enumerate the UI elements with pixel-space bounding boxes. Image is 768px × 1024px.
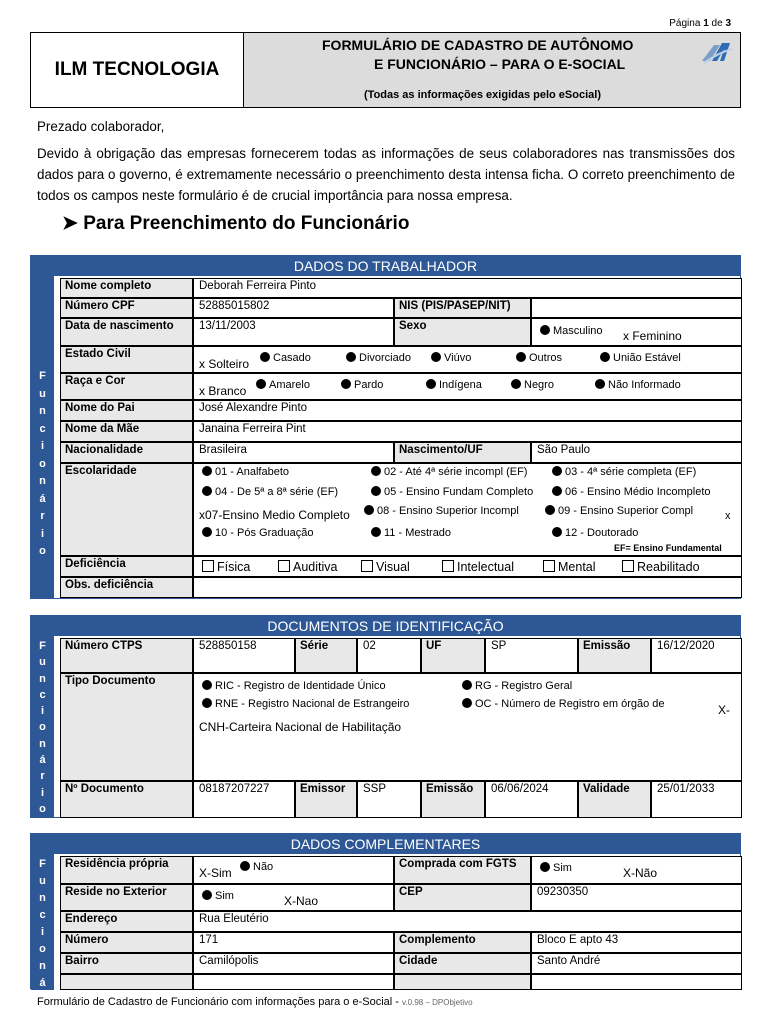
tipo-option-ric[interactable]	[202, 680, 386, 692]
side-label-letter: i	[40, 440, 45, 452]
esc-option-01[interactable]	[202, 466, 289, 478]
pai-label: Nome do Pai	[60, 400, 193, 421]
radio-dot-icon	[371, 486, 381, 496]
side-label-letter: o	[39, 721, 46, 734]
nis-label: NIS (PIS/PASEP/NIT)	[394, 298, 531, 318]
side-label-letter: á	[39, 754, 46, 767]
mae-label: Nome da Mãe	[60, 421, 193, 442]
nome-field[interactable]: Deborah Ferreira Pinto	[193, 278, 742, 298]
side-label-letter: n	[39, 405, 46, 417]
residencia-opt-label: Não	[253, 861, 274, 873]
numero-label: Número	[60, 932, 193, 953]
esc-option-05[interactable]	[371, 486, 533, 498]
checkbox-icon	[361, 560, 373, 572]
raca-option-nao-informado[interactable]	[595, 379, 681, 391]
side-label-letter: F	[39, 858, 46, 870]
side-label-letter: á	[39, 977, 46, 989]
radio-dot-icon	[516, 352, 526, 362]
tipo-documento-label: Tipo Documento	[60, 673, 193, 781]
def-opt-label: Visual	[376, 560, 410, 574]
tipo-opt-label: RIC - Registro de Identidade Único	[215, 680, 386, 692]
radio-dot-icon	[511, 379, 521, 389]
side-label-letter: c	[39, 688, 46, 701]
civil-opt-label: União Estável	[613, 352, 681, 364]
bairro-label: Bairro	[60, 953, 193, 974]
esc-opt-label: 12 - Doutorado	[565, 527, 639, 539]
emissao-label: Emissão	[578, 638, 651, 673]
esc-opt-label: 03 - 4ª série completa (EF)	[565, 466, 697, 478]
serie-field[interactable]: 02	[357, 638, 421, 673]
complementary-panel	[30, 833, 741, 989]
civil-option-outros[interactable]	[516, 352, 562, 364]
escolaridade-field[interactable]	[193, 463, 742, 556]
radio-dot-icon	[364, 505, 374, 515]
cidade-field[interactable]: Santo André	[531, 953, 742, 974]
checkbox-icon	[622, 560, 634, 572]
endereco-field[interactable]: Rua Eleutério	[193, 911, 742, 932]
def-option-reabilitado[interactable]	[622, 560, 700, 574]
def-opt-label: Física	[217, 560, 251, 574]
raca-option-pardo[interactable]	[341, 379, 383, 391]
side-label-letter: c	[39, 909, 46, 921]
def-option-fisica[interactable]	[202, 560, 250, 574]
mae-field[interactable]: Janaina Ferreira Pint	[193, 421, 742, 442]
complemento-field[interactable]: Bloco E apto 43	[531, 932, 742, 953]
def-option-mental[interactable]	[543, 560, 596, 574]
civil-option-divorciado[interactable]	[346, 352, 411, 364]
side-label-letter: r	[40, 770, 45, 783]
page-current: 1	[703, 18, 709, 29]
side-label-letter: n	[39, 475, 46, 487]
numero-documento-label: Nº Documento	[60, 781, 193, 818]
raca-option-amarelo[interactable]	[256, 379, 310, 391]
fgts-field[interactable]	[531, 856, 742, 884]
side-label-letter: n	[39, 737, 46, 750]
side-label-letter: n	[39, 892, 46, 904]
esc-opt-label: 06 - Ensino Médio Incompleto	[565, 486, 711, 498]
esc-option-04[interactable]	[202, 486, 338, 498]
esc-selected[interactable]: x07-Ensino Medio Completo	[199, 508, 350, 522]
page-total: 3	[725, 18, 731, 29]
esc-opt-label: 04 - De 5ª a 8ª série (EF)	[215, 486, 339, 498]
civil-opt-label: Outros	[529, 352, 563, 364]
fgts-option-sim[interactable]	[540, 862, 572, 874]
esc-opt-label: 11 - Mestrado	[384, 527, 452, 539]
exterior-opt-label: Sim	[215, 890, 234, 902]
esc-option-09[interactable]	[545, 505, 693, 517]
side-label-letter: i	[40, 786, 45, 799]
raca-opt-label: Amarelo	[269, 379, 310, 391]
side-label-letter: á	[39, 492, 46, 505]
def-option-visual[interactable]	[361, 560, 410, 574]
civil-opt-label: Viúvo	[444, 352, 472, 364]
exterior-label: Reside no Exterior	[60, 884, 193, 911]
uf-field[interactable]: SP	[485, 638, 578, 673]
documents-panel-title: DOCUMENTOS DE IDENTIFICAÇÃO	[31, 616, 740, 636]
nacionalidade-field[interactable]: Brasileira	[193, 442, 394, 463]
def-opt-label: Mental	[558, 560, 596, 574]
tipo-option-oc[interactable]	[462, 698, 665, 710]
side-label-letter: F	[39, 370, 46, 382]
radio-dot-icon	[552, 486, 562, 496]
cep-field[interactable]: 09230350	[531, 884, 742, 911]
complemento-label: Complemento	[394, 932, 531, 953]
esc-option-12[interactable]	[552, 527, 638, 539]
side-label-funcionario	[31, 276, 54, 599]
nascimento-uf-label: Nascimento/UF	[394, 442, 531, 463]
nascimento-label: Data de nascimento	[60, 318, 193, 346]
esc-option-11[interactable]	[371, 527, 451, 539]
sexo-label: Sexo	[394, 318, 531, 346]
tipo-documento-field[interactable]	[193, 673, 742, 781]
side-label-letter: o	[39, 457, 46, 470]
raca-field[interactable]	[193, 373, 742, 400]
tipo-option-rne[interactable]	[202, 698, 409, 710]
tipo-opt-label: RNE - Registro Nacional de Estrangeiro	[215, 698, 410, 710]
def-opt-label: Intelectual	[457, 560, 514, 574]
radio-dot-icon	[202, 698, 212, 708]
form-title-block	[244, 33, 740, 107]
emissao-field[interactable]: 16/12/2020	[651, 638, 742, 673]
radio-dot-icon	[552, 466, 562, 476]
cpf-label: Número CPF	[60, 298, 193, 318]
residencia-label: Residência própria	[60, 856, 193, 884]
bairro-field[interactable]: Camilópolis	[193, 953, 394, 974]
emissor-field[interactable]: SSP	[357, 781, 421, 818]
def-opt-label: Auditiva	[293, 560, 338, 574]
side-label-letter: F	[39, 640, 46, 652]
obs-deficiencia-field[interactable]	[193, 577, 742, 598]
side-label-letter: o	[39, 802, 46, 815]
extra-empty-field[interactable]	[193, 974, 394, 990]
form-subtitle: (Todas as informações exigidas pelo eSocial)	[364, 89, 601, 101]
esc-option-08[interactable]	[364, 505, 519, 517]
complementary-panel-title: DADOS COMPLEMENTARES	[31, 834, 740, 854]
nacionalidade-label: Nacionalidade	[60, 442, 193, 463]
side-label-letter: c	[39, 422, 46, 435]
esc-note: EF= Ensino Fundamental	[614, 543, 722, 553]
side-label-letter: u	[39, 656, 46, 669]
exterior-selected: X-Nao	[284, 894, 319, 908]
esc-option-03[interactable]	[552, 466, 696, 478]
nome-label: Nome completo	[60, 278, 193, 298]
nis-field[interactable]	[531, 298, 742, 318]
nascimento-field[interactable]: 13/11/2003	[193, 318, 394, 346]
fgts-opt-label: Sim	[553, 862, 572, 874]
tipo-opt-label: OC - Número de Registro em órgão de	[475, 698, 665, 710]
radio-dot-icon	[240, 861, 250, 871]
raca-opt-label: Indígena	[439, 379, 482, 391]
tipo-option-rg[interactable]	[462, 680, 572, 692]
sexo-opt1-label: Masculino	[553, 325, 603, 337]
radio-dot-icon	[462, 698, 472, 708]
uf-label: UF	[421, 638, 485, 673]
form-title-line2: E FUNCIONÁRIO – PARA O E-SOCIAL	[374, 56, 626, 72]
civil-option-viuvo[interactable]	[431, 352, 471, 364]
radio-dot-icon	[431, 352, 441, 362]
radio-dot-icon	[260, 352, 270, 362]
esc-mark: x	[725, 510, 731, 522]
validade-field[interactable]: 25/01/2033	[651, 781, 742, 818]
raca-opt-label: Pardo	[354, 379, 384, 391]
raca-option-indigena[interactable]	[426, 379, 482, 391]
page-footer	[37, 996, 473, 1008]
tipo-mark: X-	[718, 703, 730, 717]
extra-empty-field[interactable]	[531, 974, 742, 990]
esc-opt-label: 08 - Ensino Superior Incompl	[377, 505, 519, 517]
sexo-option-feminino[interactable]: x Feminino	[623, 329, 682, 343]
footer-text: Formulário de Cadastro de Funcionário com informações para o e-Social -	[37, 996, 399, 1008]
checkbox-icon	[278, 560, 290, 572]
radio-dot-icon	[202, 680, 212, 690]
side-label-letter: o	[39, 545, 46, 557]
numero-field[interactable]: 171	[193, 932, 394, 953]
footer-version: v.0.98 – DPObjetivo	[402, 998, 473, 1007]
esc-opt-label: 05 - Ensino Fundam Completo	[384, 486, 534, 498]
side-label-funcionario	[31, 636, 54, 818]
esc-opt-label: 10 - Pós Graduação	[215, 527, 314, 539]
raca-label: Raça e Cor	[60, 373, 193, 400]
radio-dot-icon	[545, 505, 555, 515]
endereco-label: Endereço	[60, 911, 193, 932]
esc-opt-label: 02 - Até 4ª série incompl (EF)	[384, 466, 528, 478]
radio-dot-icon	[202, 890, 212, 900]
raca-opt-label: Negro	[524, 379, 554, 391]
side-label-funcionario	[31, 854, 54, 990]
deficiencia-field[interactable]	[193, 556, 742, 577]
tipo-selected: CNH-Carteira Nacional de Habilitação	[199, 720, 402, 734]
sexo-field[interactable]	[531, 318, 742, 346]
def-opt-label: Reabilitado	[637, 560, 700, 574]
raca-opt-label: Não Informado	[608, 379, 681, 391]
civil-option-casado[interactable]	[260, 352, 311, 364]
esc-opt-label: 01 - Analfabeto	[215, 466, 290, 478]
deficiencia-label: Deficiência	[60, 556, 193, 577]
side-label-letter: i	[40, 926, 45, 938]
worker-panel-title: DADOS DO TRABALHADOR	[31, 256, 740, 276]
page-label: Página	[669, 18, 701, 29]
def-option-auditiva[interactable]	[278, 560, 337, 574]
section-heading-text: Para Preenchimento do Funcionário	[83, 213, 410, 234]
greeting: Prezado colaborador,	[37, 119, 165, 134]
sexo-option-masculino[interactable]	[540, 325, 603, 337]
checkbox-icon	[442, 560, 454, 572]
esc-opt-label: 09 - Ensino Superior Compl	[558, 505, 694, 517]
radio-dot-icon	[341, 379, 351, 389]
documents-panel	[30, 615, 741, 818]
radio-dot-icon	[540, 862, 550, 872]
residencia-option-nao[interactable]	[240, 861, 273, 873]
radio-dot-icon	[540, 325, 550, 335]
emissao2-field[interactable]: 06/06/2024	[485, 781, 578, 818]
radio-dot-icon	[202, 527, 212, 537]
civil-selected: x Solteiro	[199, 357, 250, 371]
form-header	[30, 32, 741, 108]
side-label-letter: r	[40, 510, 45, 522]
form-title-line1: FORMULÁRIO DE CADASTRO DE AUTÔNOMO	[322, 37, 634, 53]
radio-dot-icon	[256, 379, 266, 389]
numero-documento-field[interactable]: 08187207227	[193, 781, 295, 818]
extra-empty-label	[394, 974, 531, 990]
escolaridade-label: Escolaridade	[60, 463, 193, 556]
radio-dot-icon	[202, 486, 212, 496]
raca-option-negro[interactable]	[511, 379, 554, 391]
pai-field[interactable]: José Alexandre Pinto	[193, 400, 742, 421]
radio-dot-icon	[371, 466, 381, 476]
side-label-letter: u	[39, 875, 46, 887]
civil-option-uniao[interactable]	[600, 352, 681, 364]
cidade-label: Cidade	[394, 953, 531, 974]
radio-dot-icon	[595, 379, 605, 389]
side-label-letter: n	[39, 672, 46, 685]
company-name: ILM TECNOLOGIA	[31, 33, 244, 107]
validade-label: Validade	[578, 781, 651, 818]
section-heading	[62, 212, 409, 235]
page-sep: de	[711, 18, 723, 29]
residencia-field[interactable]	[193, 856, 394, 884]
radio-dot-icon	[552, 527, 562, 537]
cpf-field[interactable]: 52885015802	[193, 298, 394, 318]
fgts-label: Comprada com FGTS	[394, 856, 531, 884]
def-option-intelectual[interactable]	[442, 560, 514, 574]
fgts-selected: X-Não	[623, 866, 658, 880]
ctps-label: Número CTPS	[60, 638, 193, 673]
extra-empty-label	[60, 974, 193, 990]
esc-option-06[interactable]	[552, 486, 711, 498]
radio-dot-icon	[371, 527, 381, 537]
radio-dot-icon	[462, 680, 472, 690]
civil-opt-label: Casado	[273, 352, 311, 364]
esc-option-02[interactable]	[371, 466, 527, 478]
radio-dot-icon	[600, 352, 610, 362]
side-label-letter: u	[39, 387, 46, 400]
intro-paragraph: Devido à obrigação das empresas fornecerem todas as informações de seus colaboradores nas transmissões dos dados para o governo, é extremamente necessário o preenchimento desta intensa ficha. O correto preenchimento de todos os campos neste formulário é de crucial importância para nossa empresa.	[37, 146, 735, 203]
exterior-option-sim[interactable]	[202, 890, 234, 902]
estado-civil-field[interactable]	[193, 346, 742, 373]
residencia-selected: X-Sim	[199, 866, 232, 880]
esc-option-10[interactable]	[202, 527, 313, 539]
radio-dot-icon	[426, 379, 436, 389]
emissao2-label: Emissão	[421, 781, 485, 818]
worker-data-panel	[30, 255, 741, 599]
serie-label: Série	[295, 638, 357, 673]
arrow-bullet-icon: ➤	[62, 213, 78, 234]
side-label-letter: n	[39, 960, 46, 972]
nascimento-uf-field[interactable]: São Paulo	[531, 442, 742, 463]
checkbox-icon	[202, 560, 214, 572]
exterior-field[interactable]	[193, 884, 394, 911]
obs-deficiencia-label: Obs. deficiência	[60, 577, 193, 598]
tipo-opt-label: RG - Registro Geral	[475, 680, 573, 692]
cep-label: CEP	[394, 884, 531, 911]
company-logo-icon	[700, 39, 734, 65]
emissor-label: Emissor	[295, 781, 357, 818]
side-label-letter: o	[39, 943, 46, 955]
raca-selected: x Branco	[199, 384, 247, 398]
side-label-letter: i	[40, 527, 45, 540]
page-number	[669, 18, 731, 29]
checkbox-icon	[543, 560, 555, 572]
ctps-field[interactable]: 528850158	[193, 638, 295, 673]
radio-dot-icon	[346, 352, 356, 362]
radio-dot-icon	[202, 466, 212, 476]
side-label-letter: i	[40, 705, 45, 718]
civil-opt-label: Divorciado	[359, 352, 411, 364]
estado-civil-label: Estado Civil	[60, 346, 193, 373]
